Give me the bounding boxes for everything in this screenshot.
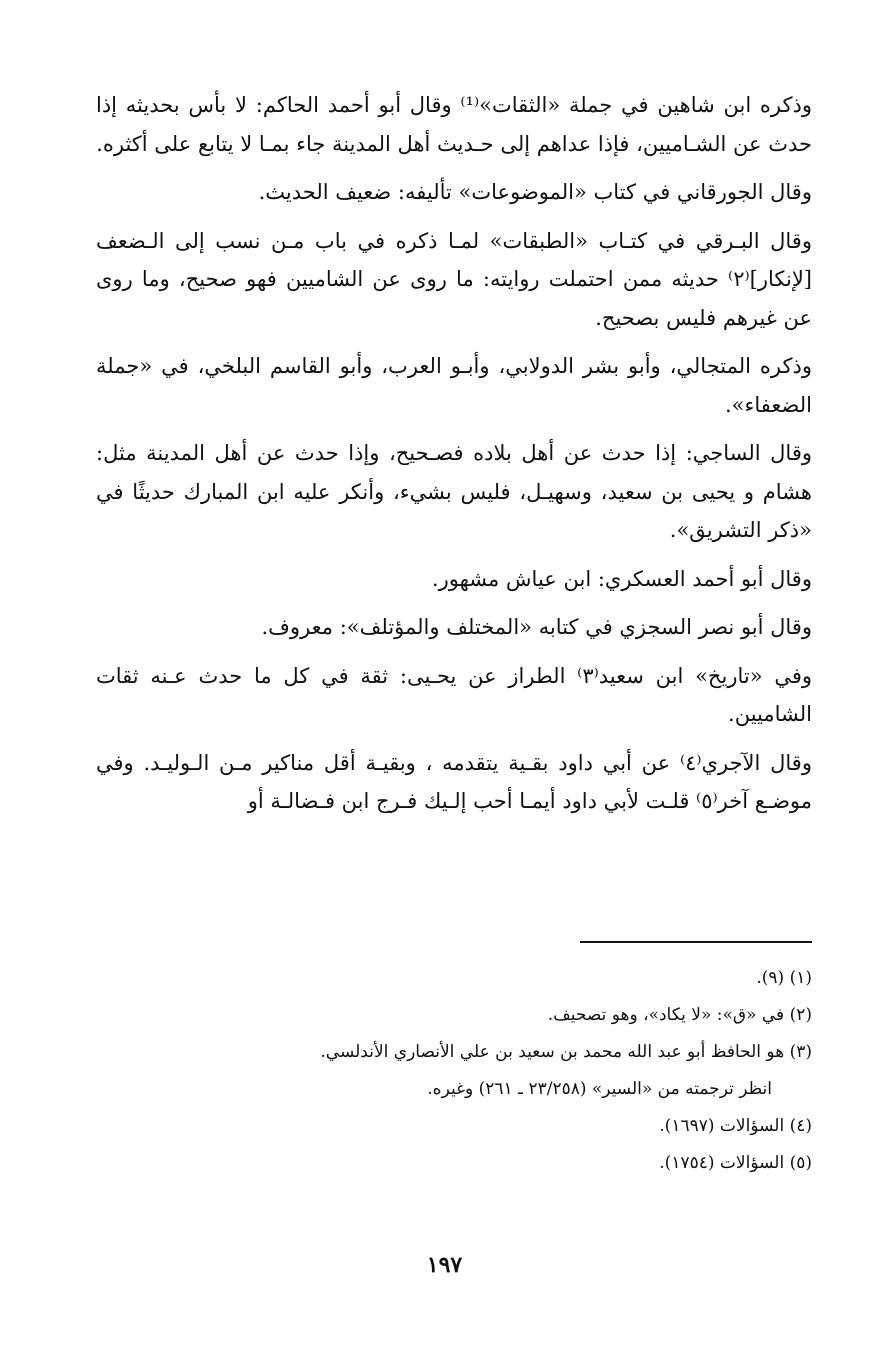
main-text [96,86,812,831]
footnote-5: (٥) السؤالات (١٧٥٤). [659,1153,812,1173]
paragraph-mutajali: وذكره المتجالي، وأبو بشر الدولابي، وأبـو العرب، وأبو القاسم البلخي، في «جملة الضعفاء». [96,354,812,417]
footnote-4: (٤) السؤالات (١٦٩٧). [659,1116,812,1136]
page-number: ١٩٧ [426,1252,463,1278]
paragraph-ibn-shahin: وذكره ابن شاهين في جملة «الثقات»⁽¹⁾ وقال أبو أحمد الحاكم: لا بأس بحديثه إذا حدث عن الشـاميين، فإذا عداهم إلى حـديث أهل المدينة جاء بمـا لا يتابع على أكثره. [96,93,812,156]
footnotes [96,960,812,1182]
paragraph-askari: وقال أبو أحمد العسكري: ابن عياش مشهور. [431,566,812,591]
footnote-separator [580,941,812,943]
paragraph-sijzi: وقال أبو نصر السجزي في كتابه «المختلف والمؤتلف»: معروف. [261,615,812,639]
footnote-3-continuation: انظر ترجمته من «السير» (٢٣/٢٥٨ ـ ٢٦١) وغيره. [427,1079,772,1099]
paragraph-tarikh-ibn-said: وفي «تاريخ» ابن سعيد⁽٣⁾ الطراز عن يحـيى: ثقة في كل ما حدث عـنه ثقات الشاميين. [96,663,812,726]
paragraph-barqi: وقال البـرقي في كتـاب «الطبقات» لمـا ذكره في باب مـن نسب إلى الـضعف [لإنكار]⁽٢⁾ حديثه ممن احتملت روايته: ما روى عن الشاميين فهو صحيح، وما روى عن غيرهم فليس بصحيح. [96,228,812,330]
paragraph-saji: وقال الساجي: إذا حدث عن أهل بلاده فصـحيح، وإذا حدث عن أهل المدينة مثل: هشام و يحيى بن سعيد، وسهيـل، فليس بشيء، وأنكر عليه ابن المبارك حديثًا في «ذكر التشريق». [96,441,812,542]
paragraph-ajurri: وقال الآجري⁽٤⁾ عن أبي داود بقـية يتقدمه ، وبقيـة أقل مناكير مـن الـوليـد. وفي موضـع آخر⁽٥⁾ قلـت لأبي داود أيمـا أحب إلـيك فـرج ابن فـضالـة أو [96,750,812,813]
footnote-1: (١) (٩). [756,968,812,988]
paragraph-jawraqani: وقال الجورقاني في كتاب «الموضوعات» تأليفه: ضعيف الحديث. [258,180,812,204]
footnote-3: (٣) هو الحافظ أبو عبد الله محمد بن سعيد بن علي الأنصاري الأندلسي. [320,1042,812,1062]
footnote-2: (٢) في «ق»: «لا يكاد»، وهو تصحيف. [547,1005,812,1025]
